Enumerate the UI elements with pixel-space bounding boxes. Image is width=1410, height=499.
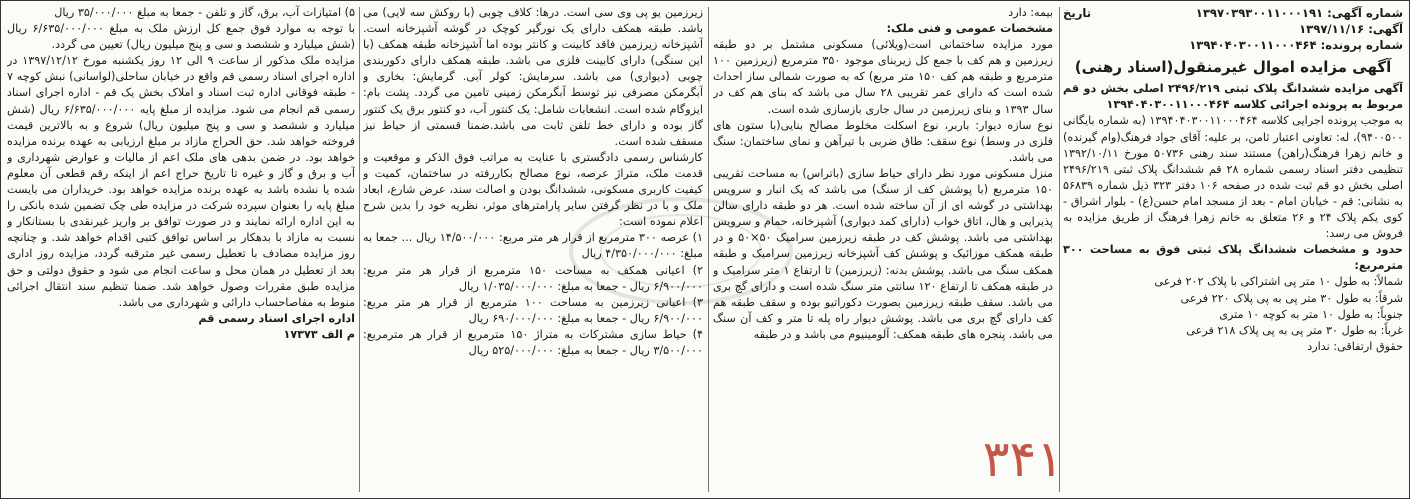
stamp-text: ۳۴۱ [982, 430, 1064, 488]
valuation-item: ۵) امتیازات آب، برق، گاز و تلفن - جمعا به مبلغ ۳۵/۰۰۰/۰۰۰ ریال [54, 6, 355, 19]
valuation-item: ۴) حیاط سازی مشترکات به متراژ ۱۵۰ مترمربع از قرار هر مترمربع: ۳/۵۰۰/۰۰۰ ریال - جمعا به مبلغ: ۵۲۵/۰۰۰/۰۰۰ ریال [363, 327, 703, 357]
paragraph: به موجب پرونده اجرایی کلاسه ۱۳۹۴۰۴۰۳۰۰۱۱۰۰۰۴۶۴ (به شماره بایگانی ۹۴۰۰۵۰۰)، له: تعاونی اعتبار ثامن، بر علیه: آقای جواد فرهنگ(وام گیرنده) و خانم زهرا فرهنگ(راهن) مستند سند رهنی ۵۰۷۳۶ مورخ ۱۳۹۲/۱۰/۱۱ تنظیمی دفتر اسناد رسمی شماره ۲۸ قم ششدانگ پلاک ثبتی ۲۴۹۶/۲۱۹ اصلی بخش دو قم ثبت شده در صفحه ۱۰۶ دفتر ۳۲۳ ذیل شماره ۵۶۸۳۹ به نشانی: قم - خیابان امام - بعد از مسجد امام حسن(ع) - بلوار اشراق - کوی یکم پلاک ۲۴ و ۲۶ متعلق به خانم زهرا فرهنگ از طریق مزایده به فروش می رسد: [1063, 114, 1403, 241]
paragraph: حدود و مشخصات ششدانگ پلاک ثبتی فوق به مساحت ۳۰۰ مترمربع: [1063, 243, 1403, 273]
boundary-north: شمالاً: به طول ۱۰ متر پی اشتراکی با پلاک ۲۰۲ فرعی [1154, 275, 1403, 289]
boundary-south: جنوباً: به طول ۱۰ متر به کوچه ۱۰ متری [1219, 307, 1403, 321]
easement-rights: حقوق ارتفاقی: ندارد [1307, 339, 1403, 353]
ad-number-row [1063, 5, 1403, 21]
column-divider [1059, 7, 1060, 492]
date-label: تاریخ [1063, 6, 1092, 20]
date-prefix: آگهی: [1368, 22, 1403, 37]
boundary-west: غرباً: به طول ۳۰ متر پی به پی پلاک ۲۱۸ فرعی [1186, 323, 1403, 337]
paragraph: مشخصات عمومی و فنی ملک: [886, 22, 1053, 36]
signoff-office: اداره اجرای اسناد رسمی قم [198, 311, 355, 325]
notice-title: آگهی مزایده اموال غیرمنقول(اسناد رهنی) [1074, 58, 1392, 77]
valuation-item: ۳) اعیانی زیرزمین به مساحت ۱۰۰ مترمربع از قرار هر متر مربع: ۶/۹۰۰/۰۰۰ ریال - جمعا به مبلغ: ۶۹۰/۰۰۰/۰۰۰ ریال [363, 295, 703, 325]
paragraph: آگهی مزایده ششدانگ پلاک ثبتی ۲۴۹۶/۲۱۹ اصلی بخش دو قم مربوط به پرونده اجرائی کلاسه ۱۳۹۴۰۴۰۳۰۰۱۱۰۰۰۴۶۴ [1063, 82, 1403, 112]
column-1 [1063, 5, 1403, 494]
column-divider [708, 7, 709, 492]
case-number: ۱۳۹۴۰۴۰۳۰۰۱۱۰۰۰۴۶۴ [1189, 38, 1317, 53]
boundary-east: شرقاً: به طول ۳۰ متر پی به پی پلاک ۲۲۰ فرعی [1180, 291, 1403, 305]
column-divider [359, 7, 360, 492]
paragraph: نوع سازه دیوار: باربر، نوع اسکلت مخلوط مصالح بنایی(با ستون های فلزی در وسط) نوع سقف: طاق ضربی با تیرآهن و نمای ساختمان: سنگ می باشد. [713, 118, 1053, 164]
column-3 [363, 5, 703, 494]
paragraph: کارشناس رسمی دادگستری با عنایت به مراتب فوق الذکر و موقعیت و قدمت ملک، متراژ عرصه، نوع مصالح بکاررفته در ساختمان، کمیت و کیفیت کاربری مسکونی، ششدانگ بودن و اصالت سند، عرض شارع، ابعاد ملک و با در نظر گرفتن سایر پارامترهای موثر، نظریه خود را بدین شرح اعلام نموده است: [363, 150, 703, 229]
column-4 [7, 5, 355, 494]
case-number-label: شماره پرونده: [1320, 38, 1403, 53]
paragraph: با توجه به موارد فوق جمع کل ارزش ملک به مبلغ ۶/۶۳۵/۰۰۰/۰۰۰ ریال (شش میلیارد و ششصد و سی و پنج میلیون ریال) تعیین می گردد. [7, 22, 355, 52]
paragraph: منزل مسکونی مورد نظر دارای حیاط سازی (باتراس) به مساحت تقریبی ۱۵۰ مترمربع (با پوشش کف از سنگ) می باشد که یک انبار و سرویس بهداشتی در گوشه ای از آن ساخته شده است. هر دو طبقه دارای سالن پذیرایی و هال، اتاق خواب (دارای کمد دیواری) آشپزخانه، حمام و سرویس بهداشتی می باشد. پوشش کف در طبقه زیرزمین سرامیک ۵۰×۵۰ و در طبقه همکف موزائیک و پوشش کف آشپزخانه زیرزمین سرامیک و طبقه همکف سنگ می باشد. پوشش بدنه: (زیرزمین) تا ارتفاع ۱ متر سرامیک و در طبقه همکف تا ارتفاع ۱۲۰ سانتی متر سنگ شده است و دارای گچ بری می باشد. سقف طبقه زیرزمین بصورت دکوراتیو بوده و سقف طبقه هم کف دارای گچ بری می باشد. پوشش دیوار راه پله تا متر و کف آن سنگ می باشد. پنجره های طبقه همکف: آلومینیوم می باشد و در طبقه [713, 166, 1053, 341]
case-number-row [1063, 37, 1403, 53]
paragraph: مورد مزایده ساختمانی است(ویلائی) مسکونی مشتمل بر دو طبقه زیرزمین و هم کف با جمع کل زیربنای موجود ۳۵۰ مترمربع (زیرزمین ۱۰۰ مترمربع و طبقه هم کف ۱۵۰ متر مربع) که به صورت شمالی ساز احداث شده است که دارای عمر تقریبی ۲۸ سال می باشد که بنای هم کف در سال ۱۳۹۳ و بنای زیرزمین در سال جاری بازسازی شده است. [713, 38, 1053, 116]
signoff-code: م الف ۱۷۳۷۳ [283, 327, 355, 341]
valuation-item: ۲) اعیانی همکف به مساحت ۱۵۰ مترمربع از قرار هر متر مربع: ۶/۹۰۰/۰۰۰ ریال - جمعا به مبلغ: ۱/۰۳۵/۰۰۰/۰۰۰ ریال [363, 263, 703, 293]
ad-number: ۱۳۹۷۰۳۹۳۰۰۱۱۰۰۰۱۹۱ [1195, 6, 1324, 20]
valuation-item: ۱) عرصه ۳۰۰ مترمربع از قرار هر متر مربع: ۱۴/۵۰۰/۰۰۰ ریال ... جمعا به مبلغ: ۴/۳۵۰/۰۰۰/۰۰۰ ریال [363, 231, 703, 261]
paragraph: بیمه: دارد [1008, 6, 1053, 19]
ad-date: ۱۳۹۷/۱۱/۱۶ [1299, 22, 1365, 37]
paragraph: زیرزمین یو پی وی سی است. درها: کلاف چوبی (با روکش سه لایی) می باشد. طبقه همکف دارای یک نورگیر کوچک در گوشه آشپزخانه است. آشپزخانه زیرزمین فاقد کابینت و کانتر بوده اما آشپزخانه طبقه همکف (با این سنگی) دارای کابینت فلزی می باشد. طبقه همکف دارای دکوربندی چوبی (دیواری) می باشد. سرمایش: کولر آبی. گرمایش: بخاری و آبگرمکن مصرفی نیز توسط آبگرمکن زمینی تامین می گردد. پشت بام: ایزوگام شده است. انشعابات شامل: یک کنتور آب، دو کنتور برق یک کنتور گاز بوده و دارای خط تلفن ثابت می باشد.ضمنا قسمتی از حیاط نیز مسقف شده است. [363, 6, 703, 148]
column-2 [713, 5, 1053, 494]
paragraph: مزایده ملک مذکور از ساعت ۹ الی ۱۲ روز یکشنبه مورخ ۱۳۹۷/۱۲/۱۲ در اداره اجرای اسناد رسمی قم واقع در خیابان ساحلی(لواسانی) نبش کوچه ۷ - طبقه فوقانی اداره ثبت اسناد و املاک بخش یک قم - اداره اجرای اسناد رسمی قم انجام می شود. مزایده از مبلغ پایه ۶/۶۳۵/۰۰۰/۰۰۰ ریال (شش میلیارد و ششصد و سی و پنج میلیون ریال) شروع و به بالاترین قیمت فروخته خواهد شد. حق الحراج مازاد بر مبلغ ارزیابی به عهده برنده مزایده خواهد بود. در ضمن بدهی های ملک اعم از مالیات و عوارض شهرداری و آب و برق و گاز و غیره تا تاریخ حراج اعم از اینکه رقم قطعی آن معلوم شده یا نشده باشد به عهده برنده مزایده خواهد بود. خریداران می بایست مبلغ پایه را بعنوان سپرده شرکت در مزایده طی چک تضمین شده بانکی را به این اداره ارائه نمایند و در صورت توافق بر واریز غیرنقدی با بستانکار و نسبت به مازاد با بدهکار بر اساس توافق کتبی اقدام خواهد شد. و چنانچه روز مزایده مصادف با تعطیل رسمی غیر مترقبه گردد، مزایده روز اداری بعد از تعطیل در همان محل و ساعت انجام می شود و حقوق دولتی و حق مزایده طبق مقررات وصول خواهد شد. ضمنا تنظیم سند انتقال اجرائی منوط به مفاصاحساب دارائی و شهرداری می باشد. [7, 54, 355, 309]
ad-date-row [1063, 21, 1403, 37]
ad-number-label: شماره آگهی: [1327, 6, 1403, 20]
